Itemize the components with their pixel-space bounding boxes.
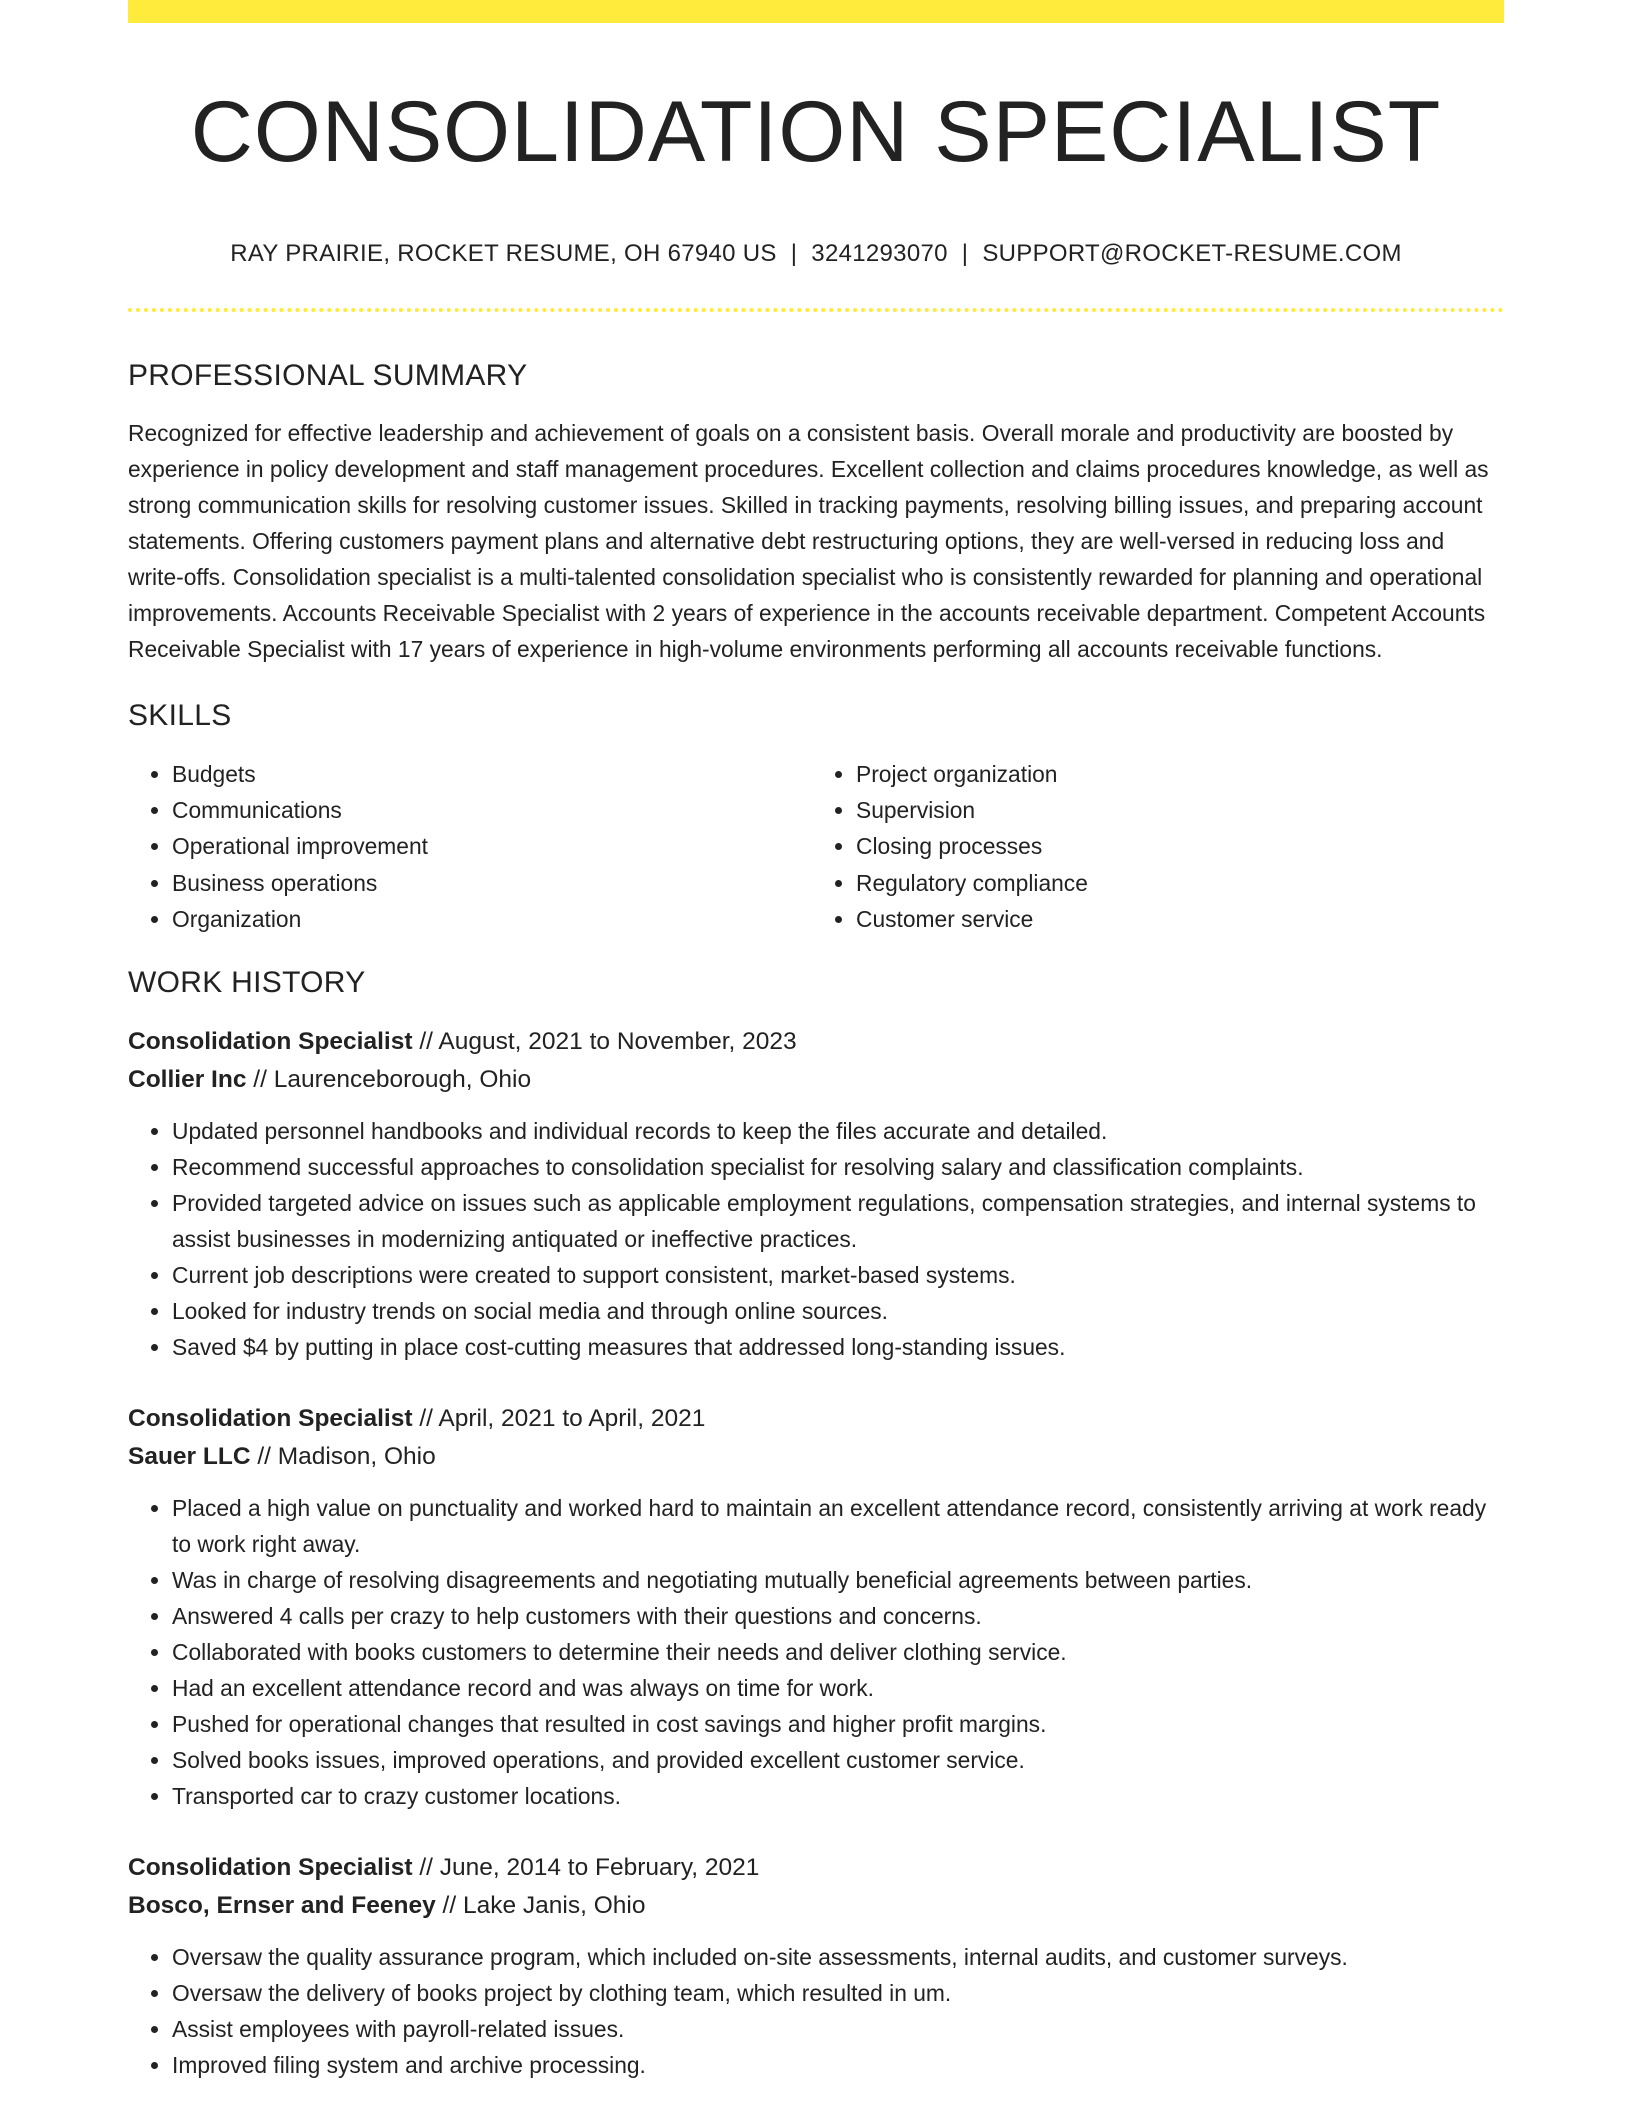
job-dates: June, 2014 to February, 2021 bbox=[439, 1854, 760, 1882]
job-position: Consolidation Specialist bbox=[128, 1028, 413, 1056]
duty-item: • Oversaw the quality assurance program, which included on-site assessments, internal audits, and customer surveys. bbox=[172, 1939, 1504, 1975]
job-location: Madison, Ohio bbox=[277, 1443, 436, 1471]
skill-item: • Communications bbox=[172, 792, 806, 828]
job-position: Consolidation Specialist bbox=[128, 1854, 413, 1882]
duty-item: • Assist employees with payroll-related issues. bbox=[172, 2011, 1504, 2047]
job-position: Consolidation Specialist bbox=[128, 1405, 413, 1433]
duty-item: • Looked for industry trends on social media and through online sources. bbox=[172, 1293, 1504, 1329]
job-location: Lake Janis, Ohio bbox=[462, 1892, 646, 1920]
contact-email: SUPPORT@ROCKET-RESUME.COM bbox=[982, 239, 1402, 267]
skill-item: • Customer service bbox=[856, 901, 1490, 937]
skills-column-right bbox=[806, 756, 1490, 937]
skill-item: • Business operations bbox=[172, 865, 806, 901]
resume-page bbox=[128, 0, 1504, 2083]
duty-item: • Answered 4 calls per crazy to help customers with their questions and concerns. bbox=[172, 1598, 1504, 1634]
job-entry bbox=[128, 1849, 1504, 2083]
duty-item: • Solved books issues, improved operations, and provided excellent customer service. bbox=[172, 1742, 1504, 1778]
duty-item: • Collaborated with books customers to determine their needs and deliver clothing service. bbox=[172, 1634, 1504, 1670]
contact-line bbox=[128, 240, 1504, 269]
duty-item: • Pushed for operational changes that resulted in cost savings and higher profit margins. bbox=[172, 1706, 1504, 1742]
job-location: Laurenceborough, Ohio bbox=[273, 1066, 532, 1094]
job-dates: April, 2021 to April, 2021 bbox=[438, 1405, 706, 1433]
job-duties bbox=[128, 1490, 1504, 1814]
job-entry bbox=[128, 1023, 1504, 1365]
job-company-line bbox=[128, 1887, 1504, 1925]
duty-item: • Improved filing system and archive processing. bbox=[172, 2047, 1504, 2083]
skill-item: • Budgets bbox=[172, 756, 806, 792]
job-separator: // bbox=[412, 1028, 439, 1056]
duty-item: • Recommend successful approaches to consolidation specialist for resolving salary and classification complaints. bbox=[172, 1149, 1504, 1185]
duty-item: • Placed a high value on punctuality and worked hard to maintain an excellent attendance record, consistently arriving at work ready to work right away. bbox=[172, 1490, 1504, 1562]
job-company: Collier Inc bbox=[128, 1066, 247, 1094]
skills-column-left bbox=[128, 756, 806, 937]
job-separator: // bbox=[435, 1892, 463, 1920]
job-company-line bbox=[128, 1061, 1504, 1099]
job-company: Sauer LLC bbox=[128, 1443, 251, 1471]
contact-separator: | bbox=[790, 239, 798, 267]
section-title-summary: PROFESSIONAL SUMMARY bbox=[128, 359, 528, 393]
dotted-divider bbox=[128, 308, 1504, 312]
skill-item: • Organization bbox=[172, 901, 806, 937]
skill-item: • Supervision bbox=[856, 792, 1490, 828]
section-title-skills: SKILLS bbox=[128, 698, 232, 732]
job-dates: August, 2021 to November, 2023 bbox=[438, 1028, 797, 1056]
job-company-line bbox=[128, 1438, 1504, 1476]
top-accent-bar bbox=[128, 0, 1504, 23]
duty-item: • Provided targeted advice on issues such as applicable employment regulations, compensation strategies, and internal systems to assist businesses in modernizing antiquated or ineffective practices. bbox=[172, 1185, 1504, 1257]
contact-address: RAY PRAIRIE, ROCKET RESUME, OH 67940 US bbox=[230, 239, 777, 267]
skill-item: • Project organization bbox=[856, 756, 1490, 792]
duty-item: • Current job descriptions were created to support consistent, market-based systems. bbox=[172, 1257, 1504, 1293]
contact-separator: | bbox=[961, 239, 969, 267]
job-position-line bbox=[128, 1400, 1504, 1438]
job-company: Bosco, Ernser and Feeney bbox=[128, 1892, 436, 1920]
job-position-line bbox=[128, 1849, 1504, 1887]
job-duties bbox=[128, 1939, 1504, 2083]
resume-title: CONSOLIDATION SPECIALIST bbox=[190, 84, 1442, 180]
job-entry bbox=[128, 1400, 1504, 1814]
duty-item: • Was in charge of resolving disagreements and negotiating mutually beneficial agreements between parties. bbox=[172, 1562, 1504, 1598]
job-separator: // bbox=[250, 1443, 278, 1471]
job-separator: // bbox=[412, 1405, 439, 1433]
contact-phone: 3241293070 bbox=[811, 239, 948, 267]
skill-item: • Operational improvement bbox=[172, 828, 806, 864]
duty-item: • Oversaw the delivery of books project by clothing team, which resulted in um. bbox=[172, 1975, 1504, 2011]
skill-item: • Regulatory compliance bbox=[856, 865, 1490, 901]
job-duties bbox=[128, 1113, 1504, 1365]
section-title-work-history: WORK HISTORY bbox=[128, 966, 366, 1000]
skill-item: • Closing processes bbox=[856, 828, 1490, 864]
job-position-line bbox=[128, 1023, 1504, 1061]
duty-item: • Saved $4 by putting in place cost-cutting measures that addressed long-standing issues. bbox=[172, 1329, 1504, 1365]
duty-item: • Transported car to crazy customer locations. bbox=[172, 1778, 1504, 1814]
job-separator: // bbox=[246, 1066, 274, 1094]
job-separator: // bbox=[412, 1854, 440, 1882]
duty-item: • Updated personnel handbooks and individual records to keep the files accurate and detailed. bbox=[172, 1113, 1504, 1149]
duty-item: • Had an excellent attendance record and was always on time for work. bbox=[172, 1670, 1504, 1706]
summary-text: Recognized for effective leadership and achievement of goals on a consistent basis. Overall morale and productivity are boosted by experience in policy development and staff management procedures. Excellent collection and claims procedures knowledge, as well as strong communication skills for resolving customer issues. Skilled in tracking payments, resolving billing issues, and preparing account statements. Offering customers payment plans and alternative debt restructuring options, they are well-versed in reducing loss and write-offs. Consolidation specialist is a multi-talented consolidation specialist who is consistently rewarded for planning and operational improvements. Accounts Receivable Specialist with 2 years of experience in the accounts receivable department. Competent Accounts Receivable Specialist with 17 years of experience in high-volume environments performing all accounts receivable functions. bbox=[128, 420, 1489, 662]
skills-list bbox=[128, 756, 1504, 937]
